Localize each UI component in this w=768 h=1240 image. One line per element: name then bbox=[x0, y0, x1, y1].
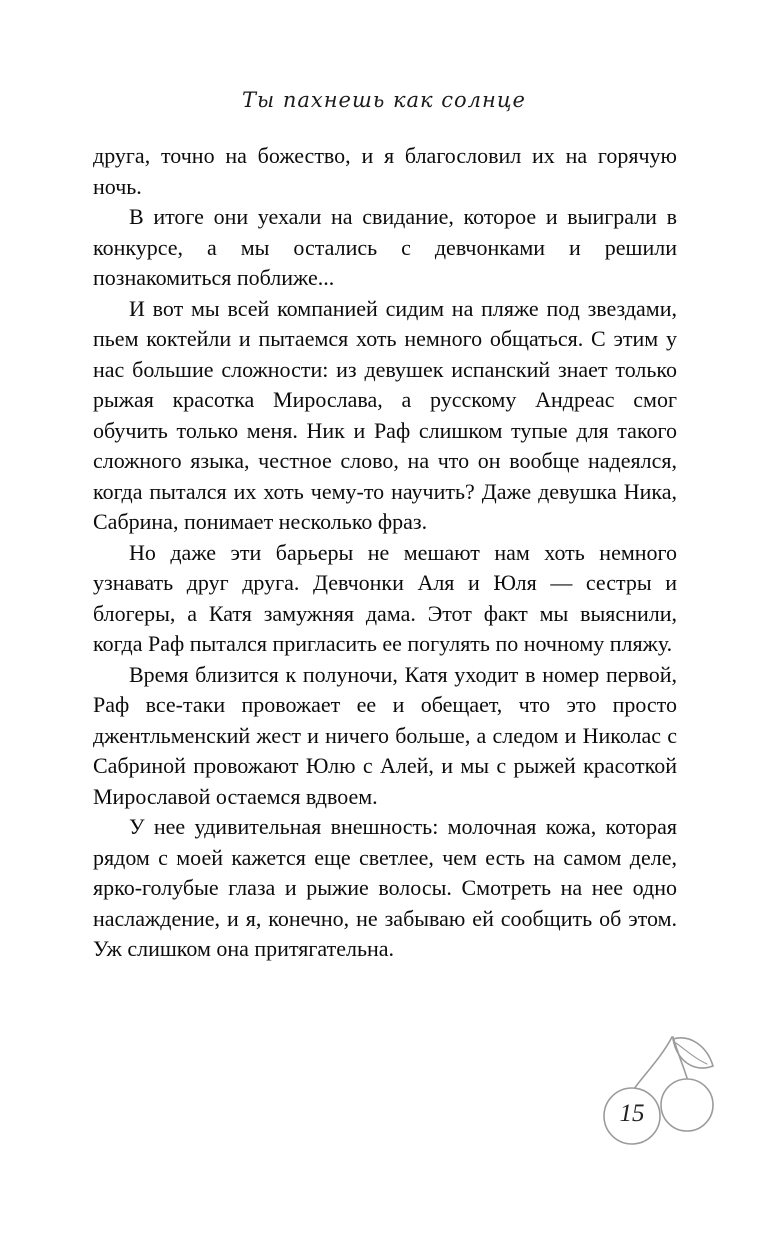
paragraph: друга, точно на божество, и я благословил их на горячую ночь. bbox=[93, 143, 677, 199]
paragraph: У нее удивительная внешность: молочная кожа, которая рядом с моей кажется еще светлее, чем есть на самом деле, ярко-голубые глаза и рыжие волосы. Смотреть на нее одно наслаждение, и я, конечно, не забываю ей сообщить об этом. Уж слишком она притягательна. bbox=[93, 814, 677, 961]
paragraph: Но даже эти барьеры не мешают нам хоть немного узнавать друг друга. Девчонки Аля и Юля — сестры и блогеры, а Катя замужняя дама. Этот факт мы выяснили, когда Раф пытался пригласить ее погулять по ночному пляжу. bbox=[93, 539, 677, 656]
paragraph: Время близится к полуночи, Катя уходит в номер первой, Раф все-таки провожает ее и обещает, что это просто джентльменский жест и ничего больше, а следом и Николас с Сабриной провожают Юлю с Алей, и мы с рыжей красоткой Мирославой остаемся вдвоем. bbox=[93, 661, 677, 809]
page-text bbox=[93, 141, 677, 965]
cherries-icon bbox=[590, 1020, 740, 1170]
paragraph: И вот мы всей компанией сидим на пляже под звездами, пьем коктейли и пытаемся хоть немного общаться. С этим у нас большие сложности: из девушек испанский знает только рыжая красотка Мирослава, а русскому Андреас смог обучить только меня. Ник и Раф слишком тупые для такого сложного языка, честное слово, на что он вообще надеялся, когда пытался их хоть чему-то научить? Даже девушка Ника, Сабрина, понимает несколько фраз. bbox=[93, 295, 677, 534]
running-title: Ты пахнешь как солнце bbox=[242, 88, 526, 112]
cherry-illustration bbox=[590, 1020, 740, 1170]
page-number: 15 bbox=[619, 1100, 645, 1127]
paragraph: В итоге они уехали на свидание, которое и выиграли в конкурсе, а мы остались с девчонками и решили познакомиться поближе... bbox=[93, 204, 677, 290]
